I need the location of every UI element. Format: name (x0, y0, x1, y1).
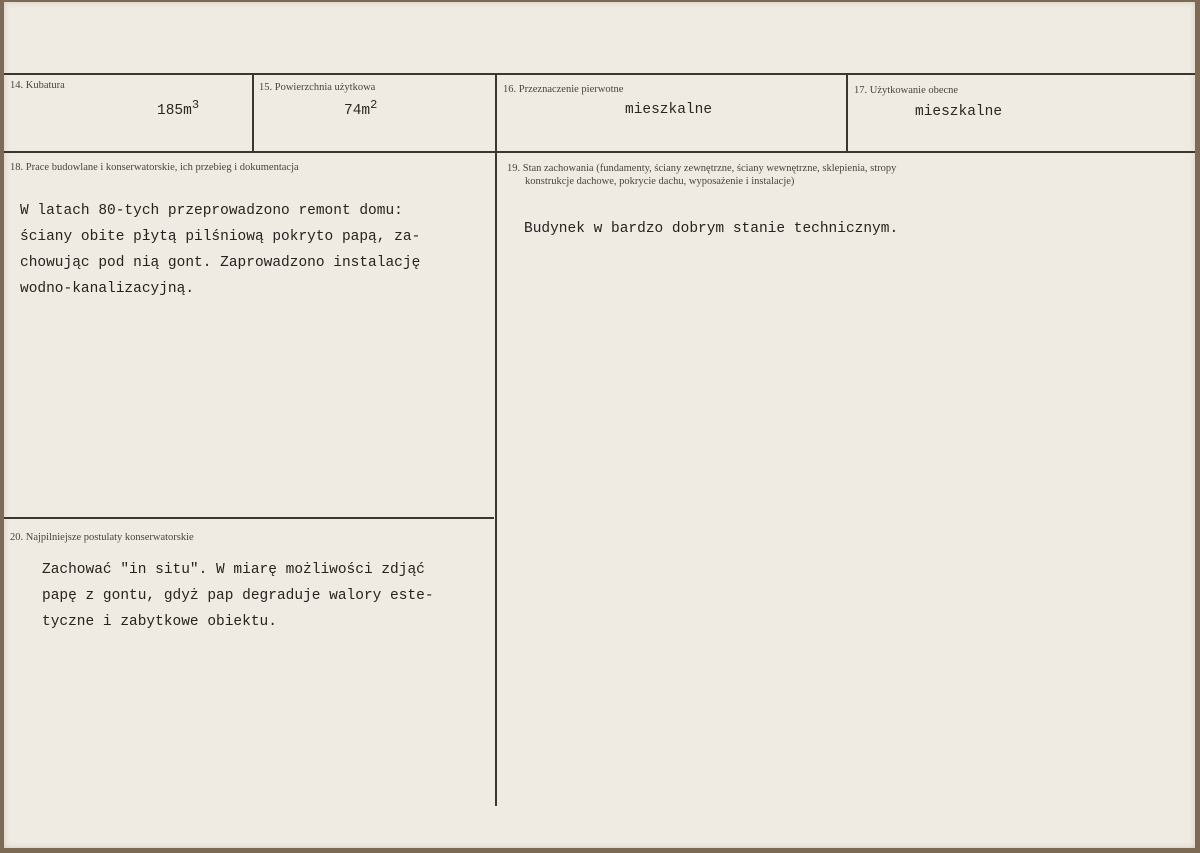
uzytkowanie-label: 17. Użytkowanie obecne (854, 85, 959, 96)
przeznaczenie-value: mieszkalne (625, 102, 713, 118)
postulaty-text (42, 557, 434, 635)
stan-zachowania-label-line2: konstrukcje dachowe, pokrycie dachu, wyposażenie i instalacje) (525, 176, 795, 187)
prace-budowlane-label: 18. Prace budowlane i konserwatorskie, ich przebieg i dokumentacja (10, 162, 299, 173)
text-line: Zachować "in situ". W miarę możliwości zdjąć (42, 562, 425, 578)
przeznaczenie-label: 16. Przeznaczenie pierwotne (503, 84, 624, 95)
column-divider (495, 74, 497, 806)
text-line: W latach 80-tych przeprowadzono remont domu: (20, 203, 403, 219)
powierzchnia-value (344, 98, 377, 119)
divider-16-17 (846, 74, 848, 151)
powierzchnia-unit-exponent: 2 (370, 98, 378, 112)
text-line: chowując pod nią gont. Zaprowadzono instalację (20, 255, 421, 271)
powierzchnia-label: 15. Powierzchnia użytkowa (259, 82, 376, 93)
text-line: ściany obite płytą pilśniową pokryto papą, za- (20, 229, 421, 245)
text-line: wodno-kanalizacyjną. (20, 281, 195, 297)
kubatura-value (157, 98, 199, 119)
kubatura-number: 185m (157, 102, 192, 119)
stan-zachowania-text (524, 216, 898, 242)
postulaty-label: 20. Najpilniejsze postulaty konserwatorskie (10, 532, 194, 543)
stan-zachowania-label-line1: 19. Stan zachowania (fundamenty, ściany zewnętrzne, ściany wewnętrzne, sklepienia, stropy (507, 163, 897, 174)
prace-budowlane-text (20, 198, 420, 302)
uzytkowanie-value: mieszkalne (915, 104, 1003, 120)
text-line: Budynek w bardzo dobrym stanie technicznym. (524, 221, 899, 237)
kubatura-label: 14. Kubatura (10, 80, 65, 91)
top-rule (4, 73, 1195, 75)
stan-zachowania-label (507, 162, 896, 188)
left-column-divider (4, 517, 494, 519)
kubatura-unit-exponent: 3 (191, 98, 200, 112)
record-card (4, 2, 1195, 848)
text-line: tyczne i zabytkowe obiektu. (42, 614, 277, 630)
divider-14-15 (252, 74, 254, 151)
row-divider (4, 151, 1195, 153)
text-line: papę z gontu, gdyż pap degraduje walory este- (42, 588, 434, 604)
powierzchnia-number: 74m (344, 102, 371, 119)
